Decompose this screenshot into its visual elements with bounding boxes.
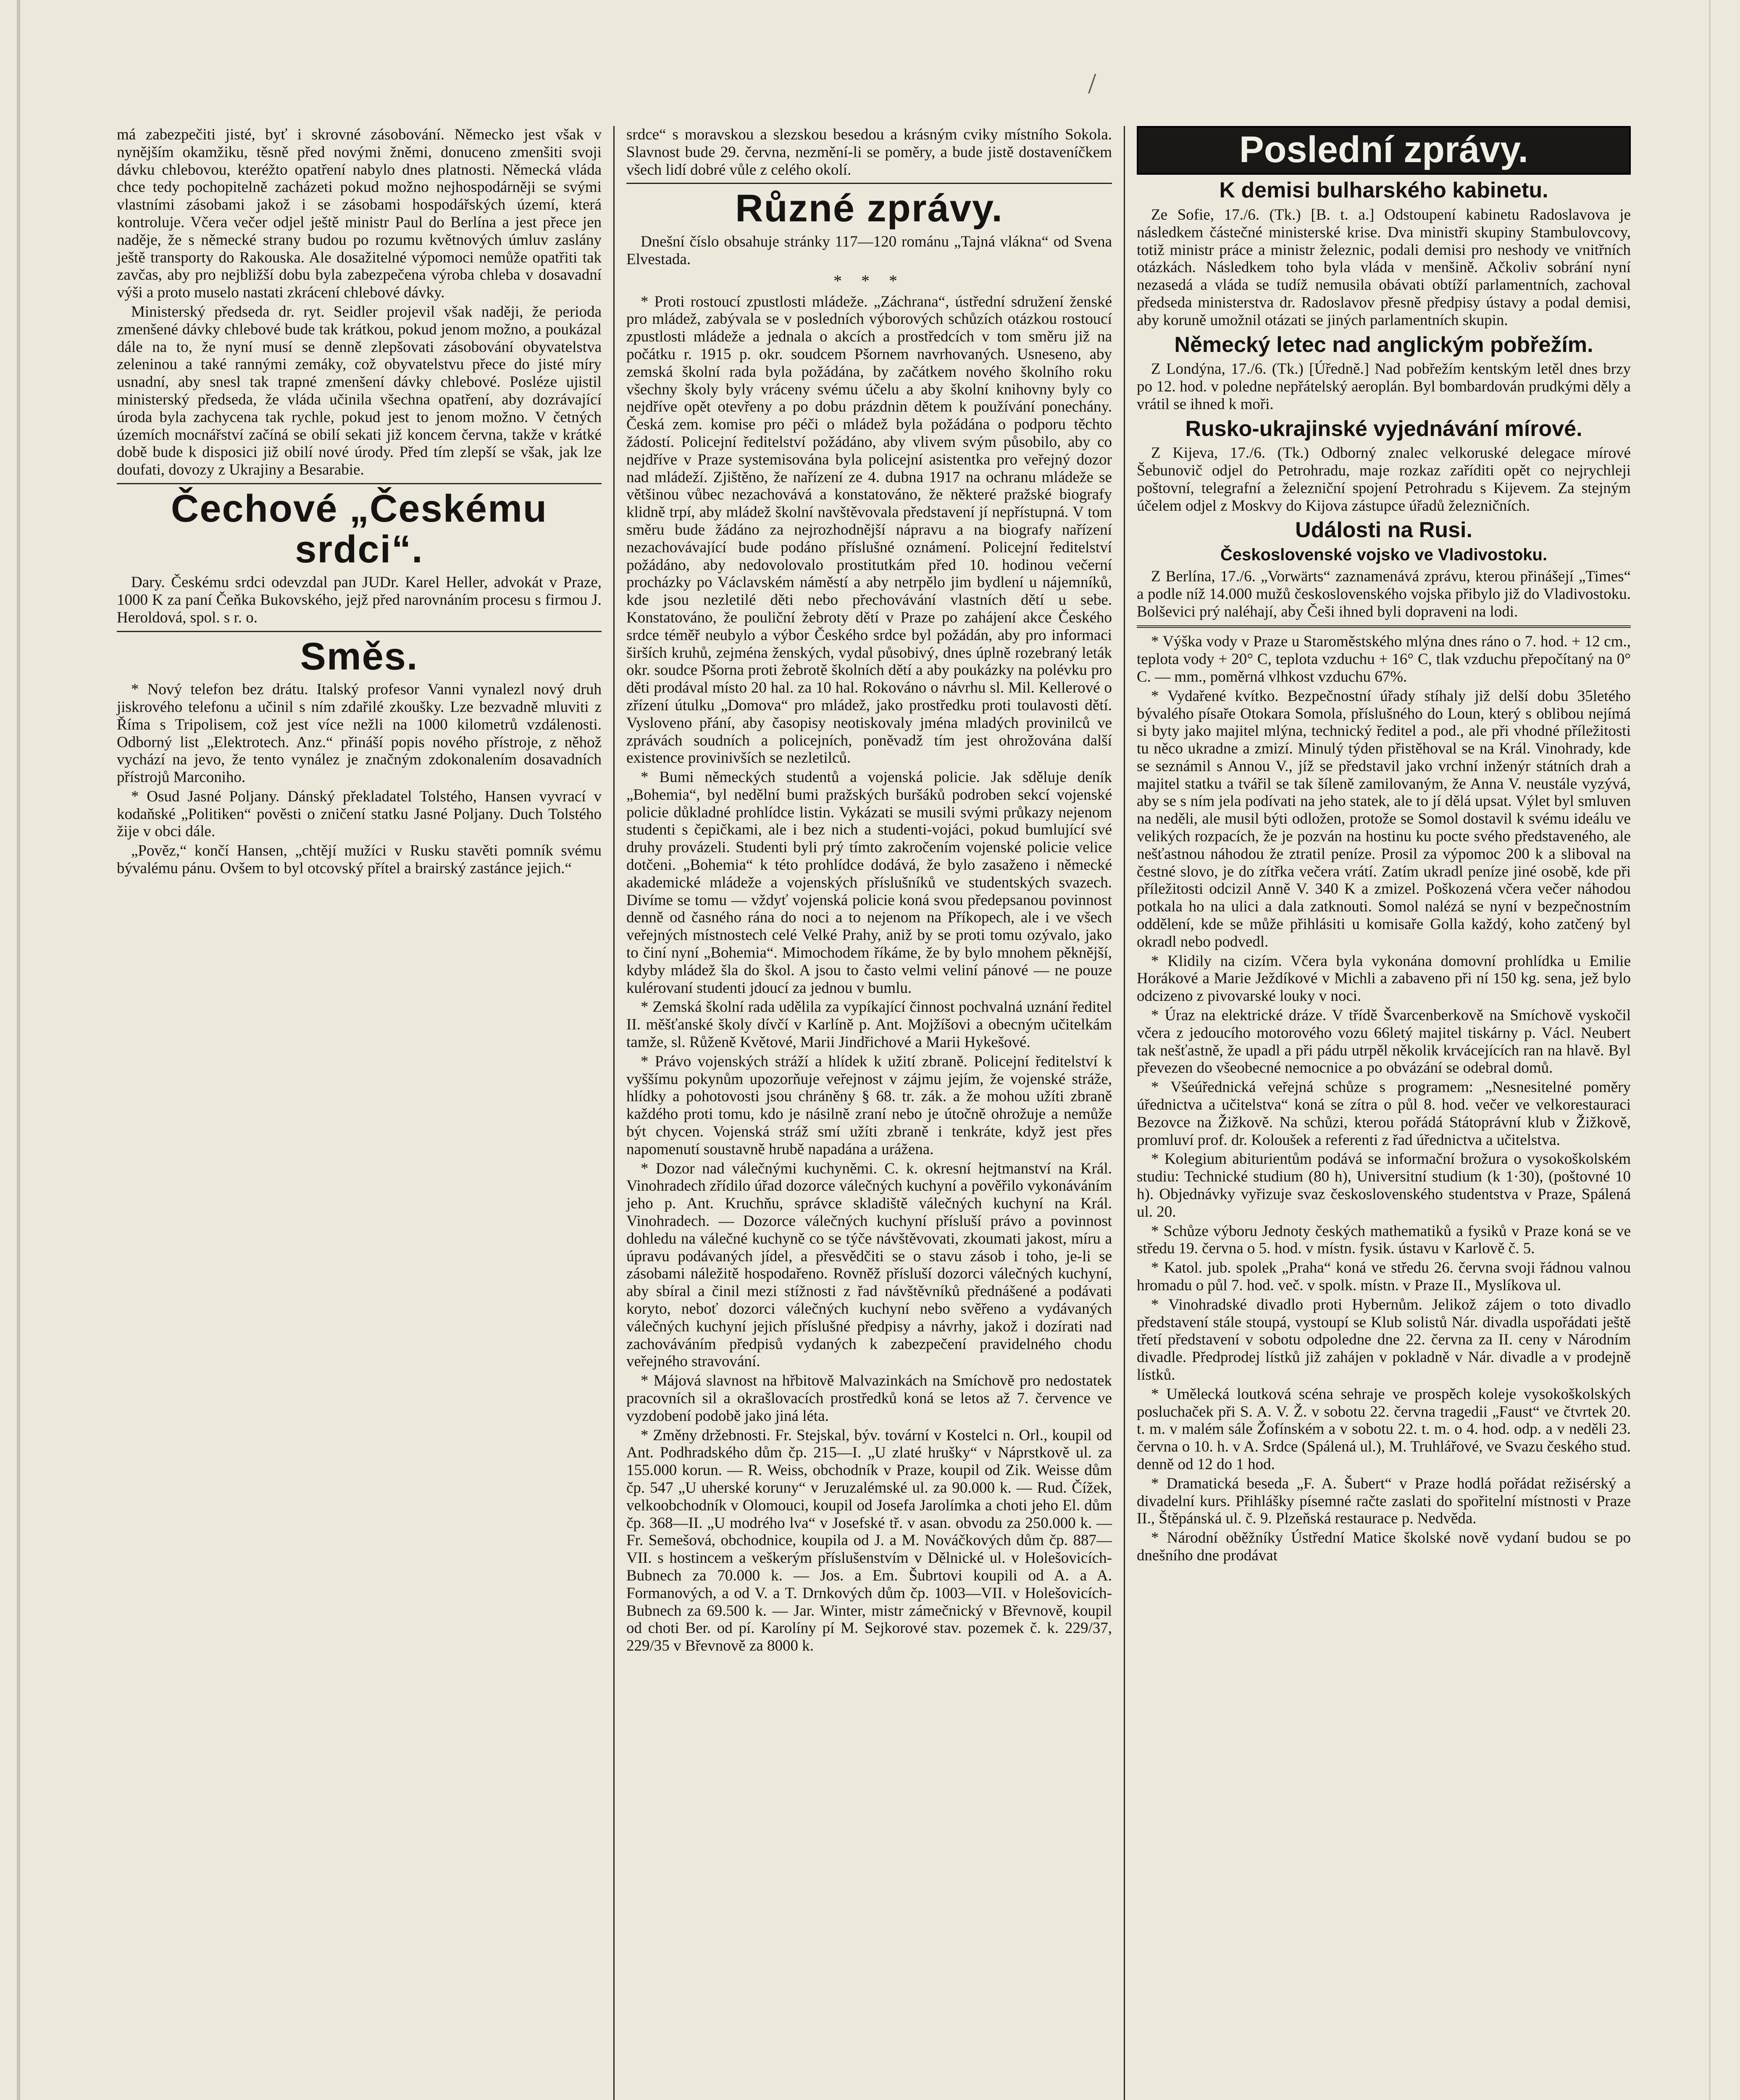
headline-smes: Směs. [300, 635, 418, 678]
article-paragraph: * Změny držebnosti. Fr. Stejskal, býv. tovární v Kostelci n. Orl., koupil od Ant. Podhradského dům čp. 215—I. „U zlaté hrušky“ v Náprstkově ul. za 155.000 korun. — R. Weiss, obchodník v Praze, koupil od Zik. Weisse dům čp. 547 „U uherské koruny“ v Jeruzalémské ul. za 90.000 k. — Rud. Čížek, velkoobchodník v Olomouci, koupil od Josefa Jarolímka a choti jeho El. dům čp. 368—II. „U modrého lva“ v Josefské tř. v asan. obvodu za 250.000 k. — Fr. Semešová, obchodnice, koupila od J. a M. Nováčkových dům čp. 887—VII. s hostincem a veškerým příslušenstvím v Dělnické ul. v Holešovicích-Bubnech za 70.000 k. — Jos. a Em. Šubrtovi koupili od A. a A. Formanových, a od V. a T. Drnkových dům čp. 1003—VII. v Holešovicích-Bubnech za 69.500 k. — Jar. Winter, mistr zámečnický v Břevnově, koupil od choti Ber. od pí. Karolíny pí M. Sejkorové stav. pozemek č. k. 229/37, 229/35 v Břevnově za 8000 k. [626, 1426, 1112, 1655]
article-paragraph: * Dozor nad válečnými kuchyněmi. C. k. okresní hejtmanství na Král. Vinohradech zřídilo úřad dozorce válečných kuchyní a pověřilo vykonáváním jeho p. Ant. Kruchňu, správce skladiště válečných kuchyní na Král. Vinohradech. — Dozorce válečných kuchyní přísluší právo a povinnost dohledu na válečné kuchyně co se týče návštěvovati, zkoumati jakost, míru a úpravu podávaných jídel, a přesvědčiti se o stavu zásob i toho, je-li se zásobami náležitě hospodařeno. Rovněž přísluší dozorci válečných kuchyní, aby sbíral a činil mezi stížnosti z řad návštěvníků přednášené a podávati koryto, neboť dozorci válečných kuchyní nebo svěřeno a vydávaných válečných kuchyní jejich příslušné předpisy a návrhy, jakož i dozírati nad zachováváním předpisů vydaných k zabezpečení pravidelného chodu veřejného stravování. [626, 1160, 1112, 1370]
article-paragraph: * Umělecká loutková scéna sehraje ve prospěch koleje vysokoškolských posluchaček při S. A. V. Ž. v sobotu 22. června tragedii „Faust“ ve čtvrtek 20. t. m. v malém sále Žofínském a v sobotu 22. t. m. o 4. hod. odp. a v neděli 23. června o 10. h. v A. Srdce (Spálená ul.), M. Truhlářové, ve Svazu českého stud. denně od 12 do 1 hod. [1137, 1385, 1631, 1473]
article-paragraph: * Výška vody v Praze u Staroměstského mlýna dnes ráno o 7. hod. + 12 cm., teplota vody + 20° C, teplota vzduchu + 16° C, tlak vzduchu přepočítaný na 0° C. — mm., poměrná vlhkost vzduchu 67%. [1137, 633, 1631, 685]
article-paragraph: * Vydařené kvítko. Bezpečnostní úřady stíhaly již delší dobu 35letého bývalého písaře Otokara Somola, příslušného do Loun, který s oblibou nejímá si byty jako majitel mlýna, technický ředitel a pod., ale při vhodné příležitosti tu něco ukradne a zmizí. Minulý týden přistěhoval se na Král. Vinohrady, kde se seznámil s Annou V., jíž se představil jako vrchní inženýr státních drah a majitel statku a tvářil se tak šíleně zamilovaným, že Anna V. neustále vyzývá, aby se s ním jela podívati na jeho statek, ale to jí dělá upsat. Výlet byl smluven na neděli, ale musil býti odložen, protože se Somol dostavil k svému ideálu ve velikých rozpacích, že je pozván na hostinu ku pocte svého představeného, ale nešťastnou náhodou že ztratil peníze. Prosil za výpomoc 200 k a sliboval na čestné slovo, je do zítřka večera vrátí. Zatím ukradl peníze jiné osobě, kde při příležitosti odcizil Anně V. 340 K a zmizel. Poškozená včera večer náhodou potkala ho na ulici a dala zatknouti. Somol nalézá se nyní v bezpečnostním oddělení, kde se může přihlásiti u komisaře Golla každý, koho zatčený byl okradl nebo podvedl. [1137, 687, 1631, 950]
divider [117, 483, 602, 484]
headline-demise: K demisi bulharského kabinetu. [1219, 178, 1548, 203]
article-paragraph: * Zemská školní rada udělila za vypíkající činnost pochvalná uznání ředitel II. měšťanské školy dívčí v Karlíně p. Ant. Mojžíšovi a obecným učitelkám tamže, sl. Růženě Květové, Marii Jindřichové a Marii Hykešové. [626, 998, 1112, 1051]
subheadline-vladivostok: Československé vojsko ve Vladivostoku. [1220, 545, 1548, 564]
article-paragraph: * Úraz na elektrické dráze. V třídě Švarcenberkově na Smíchově vyskočil včera z jedoucího motorového vozu 66letý majitel tiskárny p. Václ. Neubert tak nešťastně, že upadl a při pádu utrpěl několik krvácejících ran na hlavě. Byl převezen do všeobecné nemocnice a po obvázání se odebral domů. [1137, 1007, 1631, 1077]
article-paragraph: * Bumi německých studentů a vojenská policie. Jak sděluje deník „Bohemia“, byl nedělní bumi pražských buršáků podroben sekcí vojenské policie důkladné prohlídce listin. Vykázati se musili svými průkazy nejenom studenti s čepičkami, ale i bez nich a studenti-vojáci, pokud bumlující své druhy provázeli. Studenti byli prý tímto zakročením vojenské policie velice dotčeni. „Bohemia“ k této prohlídce dodává, že bylo zasaženo i německé akademické mládeže a vojenských příslušníků ve studentských svazech. Divíme se tomu — vždyť vojenská policie koná svou předepsanou povinnost denně od časného rána do noci a to nejenom na Příkopech, ale i ve všech veřejných místnostech celé Velké Prahy, aniž by se proti tomu ozývalo, jako to činí nyní „Bohemia“. Mimochodem říkáme, že by bylo mnohem pěknější, kdyby mládež šla do škol. A jsou to často velmi veliní pánové — ne pouze kulérovaní studenti jdoucí za jednou v bumlu. [626, 769, 1112, 997]
column-3 [1124, 126, 1643, 2100]
divider [626, 183, 1112, 184]
page-margin-shadow [17, 0, 20, 2100]
headline-letec: Německý letec nad anglickým pobřežím. [1174, 332, 1593, 357]
article-paragraph: Dary. Českému srdci odevzdal pan JUDr. Karel Heller, advokát v Praze, 1000 K za paní Čeňka Bukovského, jejž před narovnáním procesu s firmou J. Heroldová, spol. s r. o. [117, 574, 602, 626]
article-paragraph: „Pověz,“ končí Hansen, „chtějí mužíci v Rusku stavěti pomník svému bývalému pánu. Ovšem to byl otcovský přítel a brairský zastánce jejich.“ [117, 842, 602, 877]
headline-udalosti-na-rusi: Události na Rusi. [1295, 518, 1472, 543]
article-paragraph: * Katol. jub. spolek „Praha“ koná ve středu 26. června svoji řádnou valnou hromadu o půl 7. hod. več. v spolk. místn. v Praze II., Myslíkova ul. [1137, 1259, 1631, 1294]
article-paragraph: * Nový telefon bez drátu. Italský profesor Vanni vynalezl nový druh jiskrového telefonu a učinil s ním zdařilé zkoušky. Lze bezvadně mluviti z Říma s Tripolisem, což jest více nežli na 1000 kilometrů vzdálenosti. Odborný list „Elektrotech. Anz.“ přináší popis nového přístroje, z něhož vychází na jevo, že tento vynález je značným zdokonalením dosavadních přístrojů Marconiho. [117, 681, 602, 786]
page-marker: / [1088, 68, 1096, 100]
separator-stars: * * * [833, 271, 905, 290]
article-paragraph: * Národní oběžníky Ústřední Matice školské nově vydaní budou se po dnešního dne prodávat [1137, 1529, 1631, 1564]
article-paragraph: Ze Sofie, 17./6. (Tk.) [B. t. a.] Odstoupení kabinetu Radoslavova je následkem částečné ministerské krise. Dva ministři skupiny Stambulovcovy, totiž ministr práce a ministr železnic, podali demisi pro neshody ve vnitřních otázkách. Následkem toho byla vláda v menšině. Ačkoliv sobrání nyní nezasedá a vláda se tudíž nemusila obávati obtíží parlamentních, zachoval předseda ministerstva dr. Radoslavov přesně předpisy ústavy a podal demisi, aby koruně umožnil otázati se jiných parlamentních skupin. [1137, 206, 1631, 329]
article-paragraph: * Osud Jasné Poljany. Dánský překladatel Tolstého, Hansen vyvrací v kodaňské „Politiken“ pověsti o zničení statku Jasné Poljany. Duch Tolstého žije v obci dále. [117, 788, 602, 840]
newspaper-page [105, 126, 1643, 2100]
column-1 [105, 126, 613, 2100]
article-paragraph: Z Berlína, 17./6. „Vorwärts“ zaznamenává zprávu, kterou přinášejí „Times“ a podle níž 14.000 mužů československého vojska přibylo již do Vladivostoku. Bolševici prý naléhají, aby Češi ihned byli dopraveni na lodi. [1137, 567, 1631, 620]
divider [117, 631, 602, 632]
headline-rusko: Rusko-ukrajinské vyjednávání mírové. [1185, 416, 1582, 441]
article-paragraph: * Všeúřednická veřejná schůze s programem: „Nesnesitelné poměry úřednictva a učitelstva“ koná se zítra o půl 8. hod. večer ve velkorestauraci Bezovce na Žižkově. Na schůzi, kterou pořádá Státoprávní klub v Žižkově, promluví prof. dr. Koloušek a referenti z řad úřednictva a učitelstva. [1137, 1079, 1631, 1149]
article-paragraph: má zabezpečiti jisté, byť i skrovné zásobování. Německo jest však v nynějším okamžiku, těsně před novými žněmi, donuceno zmenšiti svoji dávku chlebovou, kteréžto opatření nabylo dnes platnosti. Německá vláda chce tedy pochopitelně zacházeti pokud možno nejhospodárněji se svými vlastními zásobami jakož i se zásobami hospodářských území, která kontroluje. Včera večer odjel ještě ministr Paul do Berlína a jest přece jen naděje, že s německé strany budou po rozumu květnových úmluv zaslány ještě transporty do Rakouska. Ale dosažitelné výpomoci nemůže opatřiti tak zavčas, aby pro nejbližší dobu byla zabezpečena výroba chleba v dosavadní výši a proto muselo nastati zkrácení chlebové dávky. [117, 126, 602, 302]
headline-posledni-zpravy: Poslední zprávy. [1137, 126, 1631, 175]
article-paragraph: Ministerský předseda dr. ryt. Seidler projevil však naději, že perioda zmenšené dávky chlebové bude tak krátkou, pokud jenom možno, a poukázal dále na to, že nyní musí se denně zlepšovati zásobování obyvatelstva zeleninou a také rannými zemáky, což obyvatelstvu přece do jisté míry usnadní, aby snesl tak trapné zmenšení dávky chlebové. Posléze ujistil ministerský předseda, že vláda učinila všechna opatření, aby dozrávající úroda byla zachycena tak rychle, pokud jest to jenom možno. V četných územích mocnářství začíná se obilí sekati již koncem června, takže v krátké době bude k disposici již obilí nové úrody. Před tím zlepší se však, jak lze doufati, dovozy z Ukrajiny a Besarabie. [117, 303, 602, 479]
article-paragraph: * Dramatická beseda „F. A. Šubert“ v Praze hodlá pořádat režisérský a divadelní kurs. Přihlášky písemné račte zaslati do spořitelní místnosti v Praze II., Štěpánská ul. č. 9. Plzeňská restaurace p. Nedvěda. [1137, 1475, 1631, 1528]
divider [1137, 625, 1631, 628]
column-2 [613, 126, 1124, 2100]
article-paragraph: * Právo vojenských stráží a hlídek k užití zbraně. Policejní ředitelství k vyššímu pokynům upozorňuje veřejnost v zájmu jejím, že vojenské stráže, hlídky a pohotovosti jsou chráněny § 68. tr. zák. a že mohou užíti zbraně každého proti tomu, kdo je násilně zraní nebo je útočně ohrožuje a nemůže být chycen. Vojenská stráž smí užíti zbraně i tenkráte, když jest přes napomenutí soustavně hrubě napadána a urážena. [626, 1053, 1112, 1158]
article-paragraph: * Májová slavnost na hřbitově Malvazinkách na Smíchově pro nedostatek pracovních sil a okrašlovacích prostředků koná se letos až 7. července ve vyzdobení podobě jako jiná léta. [626, 1372, 1112, 1425]
article-paragraph: * Klidily na cizím. Včera byla vykonána domovní prohlídka u Emilie Horákové a Marie Ježdíkové v Michli a zabaveno při ní 150 kg. sena, jež bylo odcizeno z pivovarské louky v noci. [1137, 952, 1631, 1005]
headline-cechove: Čechové „Českému srdci“. [171, 487, 548, 571]
article-paragraph: * Proti rostoucí zpustlosti mládeže. „Záchrana“, ústřední sdružení ženské pro mládež, zabývala se v posledních výborových schůzích otázkou rostoucí zpustlosti mládeže a jednala o akcích a prostředcích v tom směru již na počátku r. 1915 p. okr. soudcem Pšornem navrhovaných. Usneseno, aby zemská školní rada byla požádána, by začátkem nového školního roku všechny školy byly vráceny svému účelu a aby školní knihovny byly co nejdříve opět otevřeny a po dobu prázdnin dětem k používání ponechány. Česká zem. komise pro péči o mládež byla požádána o podporu těchto žádostí. Policejní ředitelství požádáno, aby vlivem svým působilo, aby co nejdříve v Praze systemisována byla policejní asistentka pro veřejný dozor nad mládeží. Zjištěno, že nařízení ze 4. dubna 1917 na ochranu mládeže se většinou vůbec nezachovává a konstatováno, že některé pražské biografy klidně trpí, aby mládež školní navštěvovala představení jí nepřístupná. V tom směru bude žádáno za nejrozhodnější nápravu a na biografy nařízení nezachovávající bude podáno příslušné oznámení. Policejní ředitelství požádáno, aby nedovolovalo prostitutkám před 10. hodinou večerní procházky po Václavském náměstí a aby netrpělo jim bydlení u nájemníků, kde jsou nezletilé děti nebo přechovávání vlastních dětí u sebe. Konstatováno, že pouliční žebroty dětí v Praze po zahájení akce Českého srdce téměř neubylo a výbor Českého srdce byl požádán, aby pro informaci širších kruhů, zejména ženských, vydal působivý, dnes úplně rozebraný leták okr. soudce Pšorna proti žebrotě školních dětí a aby poukázky na polévku pro děti prodával místo 20 hal. za 10 hal. Rokováno o návrhu sl. Mil. Kellerové o zřízení útulku „Domova“ pro mládež, jako prostředku proti toulavosti dětí. Vysloveno přání, aby časopisy neotiskovaly jména mladých provinilců ve zprávách soudních a policejních, poněvadž tím jest ohrožována další existence provinivších se nezletilců. [626, 293, 1112, 767]
headline-ruzne: Různé zprávy. [735, 187, 1003, 230]
article-paragraph: * Kolegium abiturientům podává se informační brožura o vysokoškolském studiu: Technické studium (80 h), Universitní studium (k 1·30), (poštovné 10 h). Objednávky vyřizuje svaz československého studentstva v Praze, Spálená ul. 20. [1137, 1150, 1631, 1221]
article-paragraph: Dnešní číslo obsahuje stránky 117—120 románu „Tajná vlákna“ od Svena Elvestada. [626, 233, 1112, 268]
page-fold-line [1709, 0, 1711, 2100]
article-paragraph: * Vinohradské divadlo proti Hybernům. Jelikož zájem o toto divadlo představení stále stoupá, vystoupí se Klub solistů Nár. divadla uspořádati ještě třetí představení v sobotu odpoledne dne 22. června za II. ceny v Národním divadle. Předprodej lístků již zahájen v pokladně v Nár. divadle a v prodejně lístků. [1137, 1296, 1631, 1383]
article-paragraph: Z Londýna, 17./6. (Tk.) [Úředně.] Nad pobřežím kentským letěl dnes brzy po 12. hod. v poledne nepřátelský aeroplán. Byl bombardován prudkými děly a vrátil se ihned k moři. [1137, 360, 1631, 413]
article-paragraph: Z Kijeva, 17./6. (Tk.) Odborný znalec velkoruské delegace mírové Šebunovič odjel do Petrohradu, maje rozkaz zaříditi opět co nejrychleji poštovní, telegrafní a železniční spojení Petrohradu s Kijevem. Za stejným účelem odjel z Moskvy do Kijova zástupce úřadů železničních. [1137, 444, 1631, 514]
article-paragraph: * Schůze výboru Jednoty českých mathematiků a fysiků v Praze koná se ve středu 19. června o 5. hod. v místn. fysik. ústavu v Karlově č. 5. [1137, 1222, 1631, 1257]
article-paragraph: srdce“ s moravskou a slezskou besedou a krásným cviky místního Sokola. Slavnost bude 29. června, nezmění-li se poměry, a bude jistě dostaveníčkem všech lidí dobré vůle z celého okolí. [626, 126, 1112, 178]
